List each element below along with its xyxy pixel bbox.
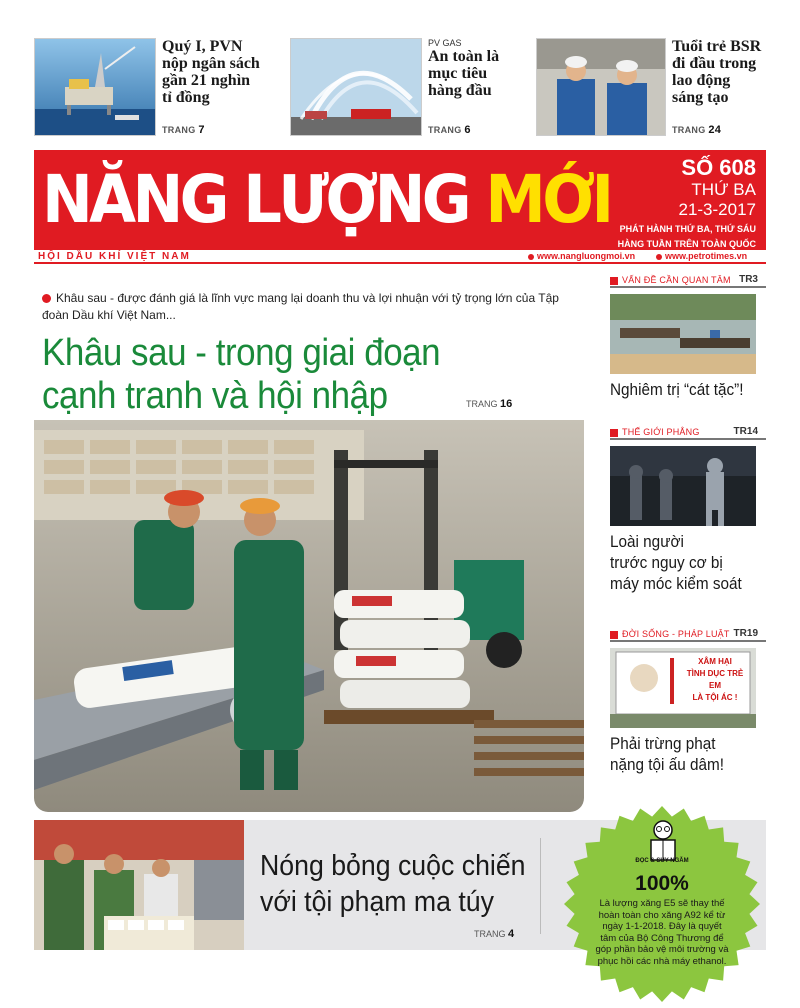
sidebar-story-machines[interactable]	[610, 426, 766, 594]
sidebar-title: Loài người trước nguy cơ bị máy móc kiểm soát	[610, 532, 742, 593]
teaser-title: Tuổi trẻ BSR đi đầu trong lao động sáng tạo	[672, 38, 762, 106]
sidebar-category	[610, 628, 766, 642]
main-story[interactable]	[34, 272, 584, 812]
issue-day: THỨ BA	[691, 180, 756, 199]
teaser-page-ref: TRANG 24	[672, 124, 722, 136]
teaser-pvgas-safety[interactable]	[290, 38, 500, 138]
publish-schedule-2: HÀNG TUẦN TRÊN TOÀN QUỐC	[617, 239, 756, 249]
billboard-sign: XÂM HẠI TÌNH DỤC TRẺ EM LÀ TỘI ÁC !	[686, 657, 744, 702]
issue-date: 21-3-2017	[678, 200, 756, 219]
sidebar-category-label: ĐỜI SỐNG - PHÁP LUẬT	[622, 629, 730, 639]
main-story-headline: Khâu sau - trong giai đoạn cạnh tranh và hội nhập	[42, 332, 441, 417]
teaser-text	[428, 38, 508, 99]
teaser-text	[672, 38, 768, 106]
sidebar-title: Phải trừng phạt nặng tội ấu dâm!	[610, 734, 724, 774]
teaser-title: Quý I, PVN nộp ngân sách gần 21 nghìn tỉ đồng	[162, 38, 260, 106]
masthead-title	[42, 158, 610, 242]
masthead-title-white: NĂNG LƯỢNG	[42, 161, 486, 238]
category-marker-icon	[610, 277, 618, 285]
main-story-page-ref: TRANG 16	[466, 398, 513, 410]
teaser-bsr-youth[interactable]	[536, 38, 766, 138]
sidebar-category	[610, 426, 766, 440]
main-story-photo-warehouse	[34, 420, 584, 812]
sidebar-photo-sand-boats	[610, 294, 756, 374]
bottom-story-headline: Nóng bỏng cuộc chiến với tội phạm ma túy	[260, 850, 526, 918]
callout-starburst	[560, 800, 764, 1004]
website-link-nangluongmoi[interactable]: www.nangluongmoi.vn	[528, 251, 635, 261]
teaser-pvn-budget[interactable]	[34, 38, 274, 138]
bottom-photo-police	[34, 820, 244, 950]
issue-info	[618, 156, 756, 250]
teaser-text	[162, 38, 274, 106]
category-marker-icon	[610, 631, 618, 639]
sidebar-category	[610, 274, 766, 288]
teaser-page-ref: TRANG 6	[428, 124, 471, 136]
bottom-story-page-ref: TRANG 4	[474, 928, 515, 940]
vertical-divider	[540, 838, 541, 934]
main-story-lede: Khâu sau - được đánh giá là lĩnh vực mang lại doanh thu và lợi nhuận với tỷ trọng lớn của Tập đoàn Dầu khí Việt Nam...	[42, 291, 559, 322]
sidebar-page-ref: TR3	[739, 274, 758, 285]
sidebar-photo-robot	[610, 446, 756, 526]
category-marker-icon	[610, 429, 618, 437]
sidebar-story-child-abuse[interactable]	[610, 628, 766, 775]
bullet-icon	[528, 254, 534, 260]
teaser-kicker: PV GAS	[428, 38, 462, 48]
reader-badge-text: ĐỌC & SUY NGẪM	[635, 858, 689, 864]
publisher-org: HỘI DẦU KHÍ VIỆT NAM	[38, 251, 191, 262]
masthead-title-yellow: MỚI	[485, 161, 611, 238]
sidebar-category-label: VẤN ĐỀ CẦN QUAN TÂM	[622, 275, 731, 285]
bullet-icon	[656, 254, 662, 260]
sidebar-category-label: THẾ GIỚI PHẲNG	[622, 427, 700, 437]
publish-schedule-1: PHÁT HÀNH THỨ BA, THỨ SÁU	[619, 224, 756, 234]
masthead	[34, 150, 766, 250]
sidebar-page-ref: TR14	[733, 426, 758, 437]
website-link-petrotimes[interactable]: www.petrotimes.vn	[656, 251, 747, 261]
sidebar-photo-billboard	[610, 648, 756, 728]
callout-percent: 100%	[635, 872, 689, 895]
teaser-page-ref: TRANG 7	[162, 124, 205, 136]
teaser-photo-engineers	[536, 38, 666, 136]
sidebar-title: Nghiêm trị “cát tặc”!	[610, 380, 744, 399]
sidebar-page-ref: TR19	[733, 628, 758, 639]
sidebar-story-sand-theft[interactable]	[610, 274, 766, 400]
bullet-icon	[42, 294, 51, 303]
masthead-subbar	[34, 250, 766, 264]
teaser-photo-water-spray	[290, 38, 422, 136]
issue-number: SỐ 608	[681, 155, 756, 180]
teaser-photo-offshore-rig	[34, 38, 156, 136]
teaser-title: An toàn là mục tiêu hàng đầu	[428, 48, 500, 99]
callout-body: Là lượng xăng E5 sẽ thay thế hoàn toàn cho xăng A92 kể từ ngày 1-1-2018. Đây là quyết tâm của Bộ Công Thương để góp phần bảo vệ môi trường và phục hồi các nhà máy ethanol.	[595, 898, 729, 967]
